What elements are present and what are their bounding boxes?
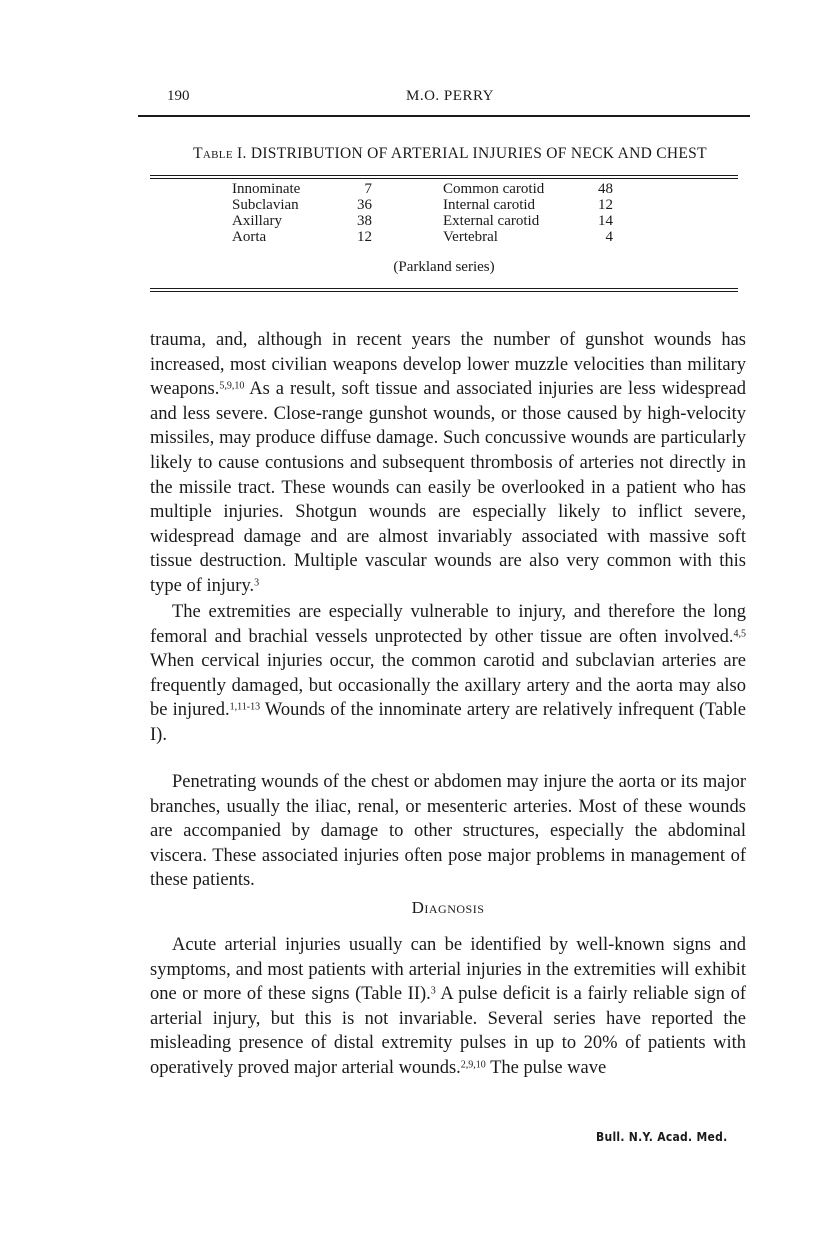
artery-name: Aorta — [232, 229, 267, 245]
paragraph-2 — [150, 600, 746, 748]
artery-name: External carotid — [443, 213, 540, 229]
artery-name: Internal carotid — [443, 197, 536, 213]
paragraph-text: Penetrating wounds of the chest or abdomen may injure the aorta or its major branches, usually the iliac, renal, or mesenteric arteries. Most of these wounds are accompanied by damage to other structures, especially the abdominal viscera. These associated injuries often pose major problems in management of these patients. — [150, 772, 746, 891]
injury-table — [150, 181, 738, 275]
header-rule — [138, 115, 750, 117]
table-row — [150, 181, 738, 197]
injury-count: 12 — [598, 197, 613, 213]
artery-name: Vertebral — [443, 229, 498, 245]
citation-ref: 5,9,10 — [219, 380, 245, 392]
paragraph-text: The extremities are especially vulnerable to injury, and therefore the long femoral and brachial vessels unprotected by other tissue are often involved. — [150, 602, 746, 647]
running-head — [150, 88, 750, 110]
injury-count: 38 — [357, 213, 372, 229]
table-row — [150, 213, 738, 229]
author-name: M.O. PERRY — [406, 88, 494, 104]
injury-count: 14 — [598, 213, 613, 229]
table-bottom-rule — [150, 288, 738, 292]
injury-count: 12 — [357, 229, 372, 245]
table-row — [150, 197, 738, 213]
table-row — [150, 229, 738, 245]
table-note: (Parkland series) — [393, 259, 495, 275]
injury-count: 48 — [598, 181, 613, 197]
citation-ref: 1,11-13 — [229, 701, 261, 713]
page-number: 190 — [167, 88, 190, 104]
paragraph-4 — [150, 933, 746, 1081]
paragraph-text: The pulse wave — [485, 1057, 607, 1078]
paragraph-text: Wounds of the innominate artery are relatively infrequent (Table I). — [150, 700, 746, 745]
injury-count: 36 — [357, 197, 372, 213]
table-label: Table I. — [193, 145, 247, 162]
citation-ref: 3 — [430, 985, 436, 997]
citation-ref: 2,9,10 — [460, 1059, 486, 1071]
table-top-rule — [150, 175, 738, 179]
journal-footer: Bull. N.Y. Acad. Med. — [596, 1130, 728, 1144]
paragraph-1 — [150, 328, 746, 599]
artery-name: Innominate — [232, 181, 301, 197]
citation-ref: 4,5 — [733, 628, 746, 640]
paragraph-text: Acute arterial injuries usually can be identified by well-known signs and symptoms, and most patients with arterial injuries in the extremities will exhibit one or more of these signs (Table II). — [150, 935, 746, 1005]
citation-ref: 3 — [254, 577, 260, 589]
paragraph-text: trauma, and, although in recent years the number of gunshot wounds has increased, most civilian weapons develop lower muzzle velocities than military weapons. — [150, 330, 746, 400]
section-heading: Diagnosis — [411, 898, 485, 917]
artery-name: Common carotid — [443, 181, 545, 197]
artery-name: Axillary — [232, 213, 282, 229]
injury-count: 4 — [605, 229, 613, 245]
paragraph-text: A pulse deficit is a fairly reliable sign of arterial injury, but this is not invariable. Several series have reported the misleading presence of distal extremity pulses in up to 20% of patients with operatively proved major arterial wounds. — [150, 984, 746, 1078]
paragraph-text: As a result, soft tissue and associated injuries are less widespread and less severe. Close-range gunshot wounds, or those caused by high-velocity missiles, may produce diffuse damage. Such concussive wounds are particularly likely to cause contusions and subsequent thrombosis of arteries not directly in the missile tract. These wounds can easily be overlooked in a patient who has multiple injuries. Shotgun wounds are especially likely to inflict severe, widespread damage and are almost invariably associated with massive soft tissue destruction. Multiple vascular wounds are also very common with this type of injury. — [150, 379, 746, 596]
paragraph-text: When cervical injuries occur, the common carotid and subclavian arteries are frequently damaged, but occasionally the axillary artery and the aorta may also be injured. — [150, 651, 746, 721]
artery-name: Subclavian — [232, 197, 299, 213]
injury-count: 7 — [364, 181, 372, 197]
table-title: DISTRIBUTION OF ARTERIAL INJURIES OF NECK AND CHEST — [250, 145, 707, 162]
table-caption — [150, 145, 750, 163]
paragraph-3 — [150, 770, 746, 893]
